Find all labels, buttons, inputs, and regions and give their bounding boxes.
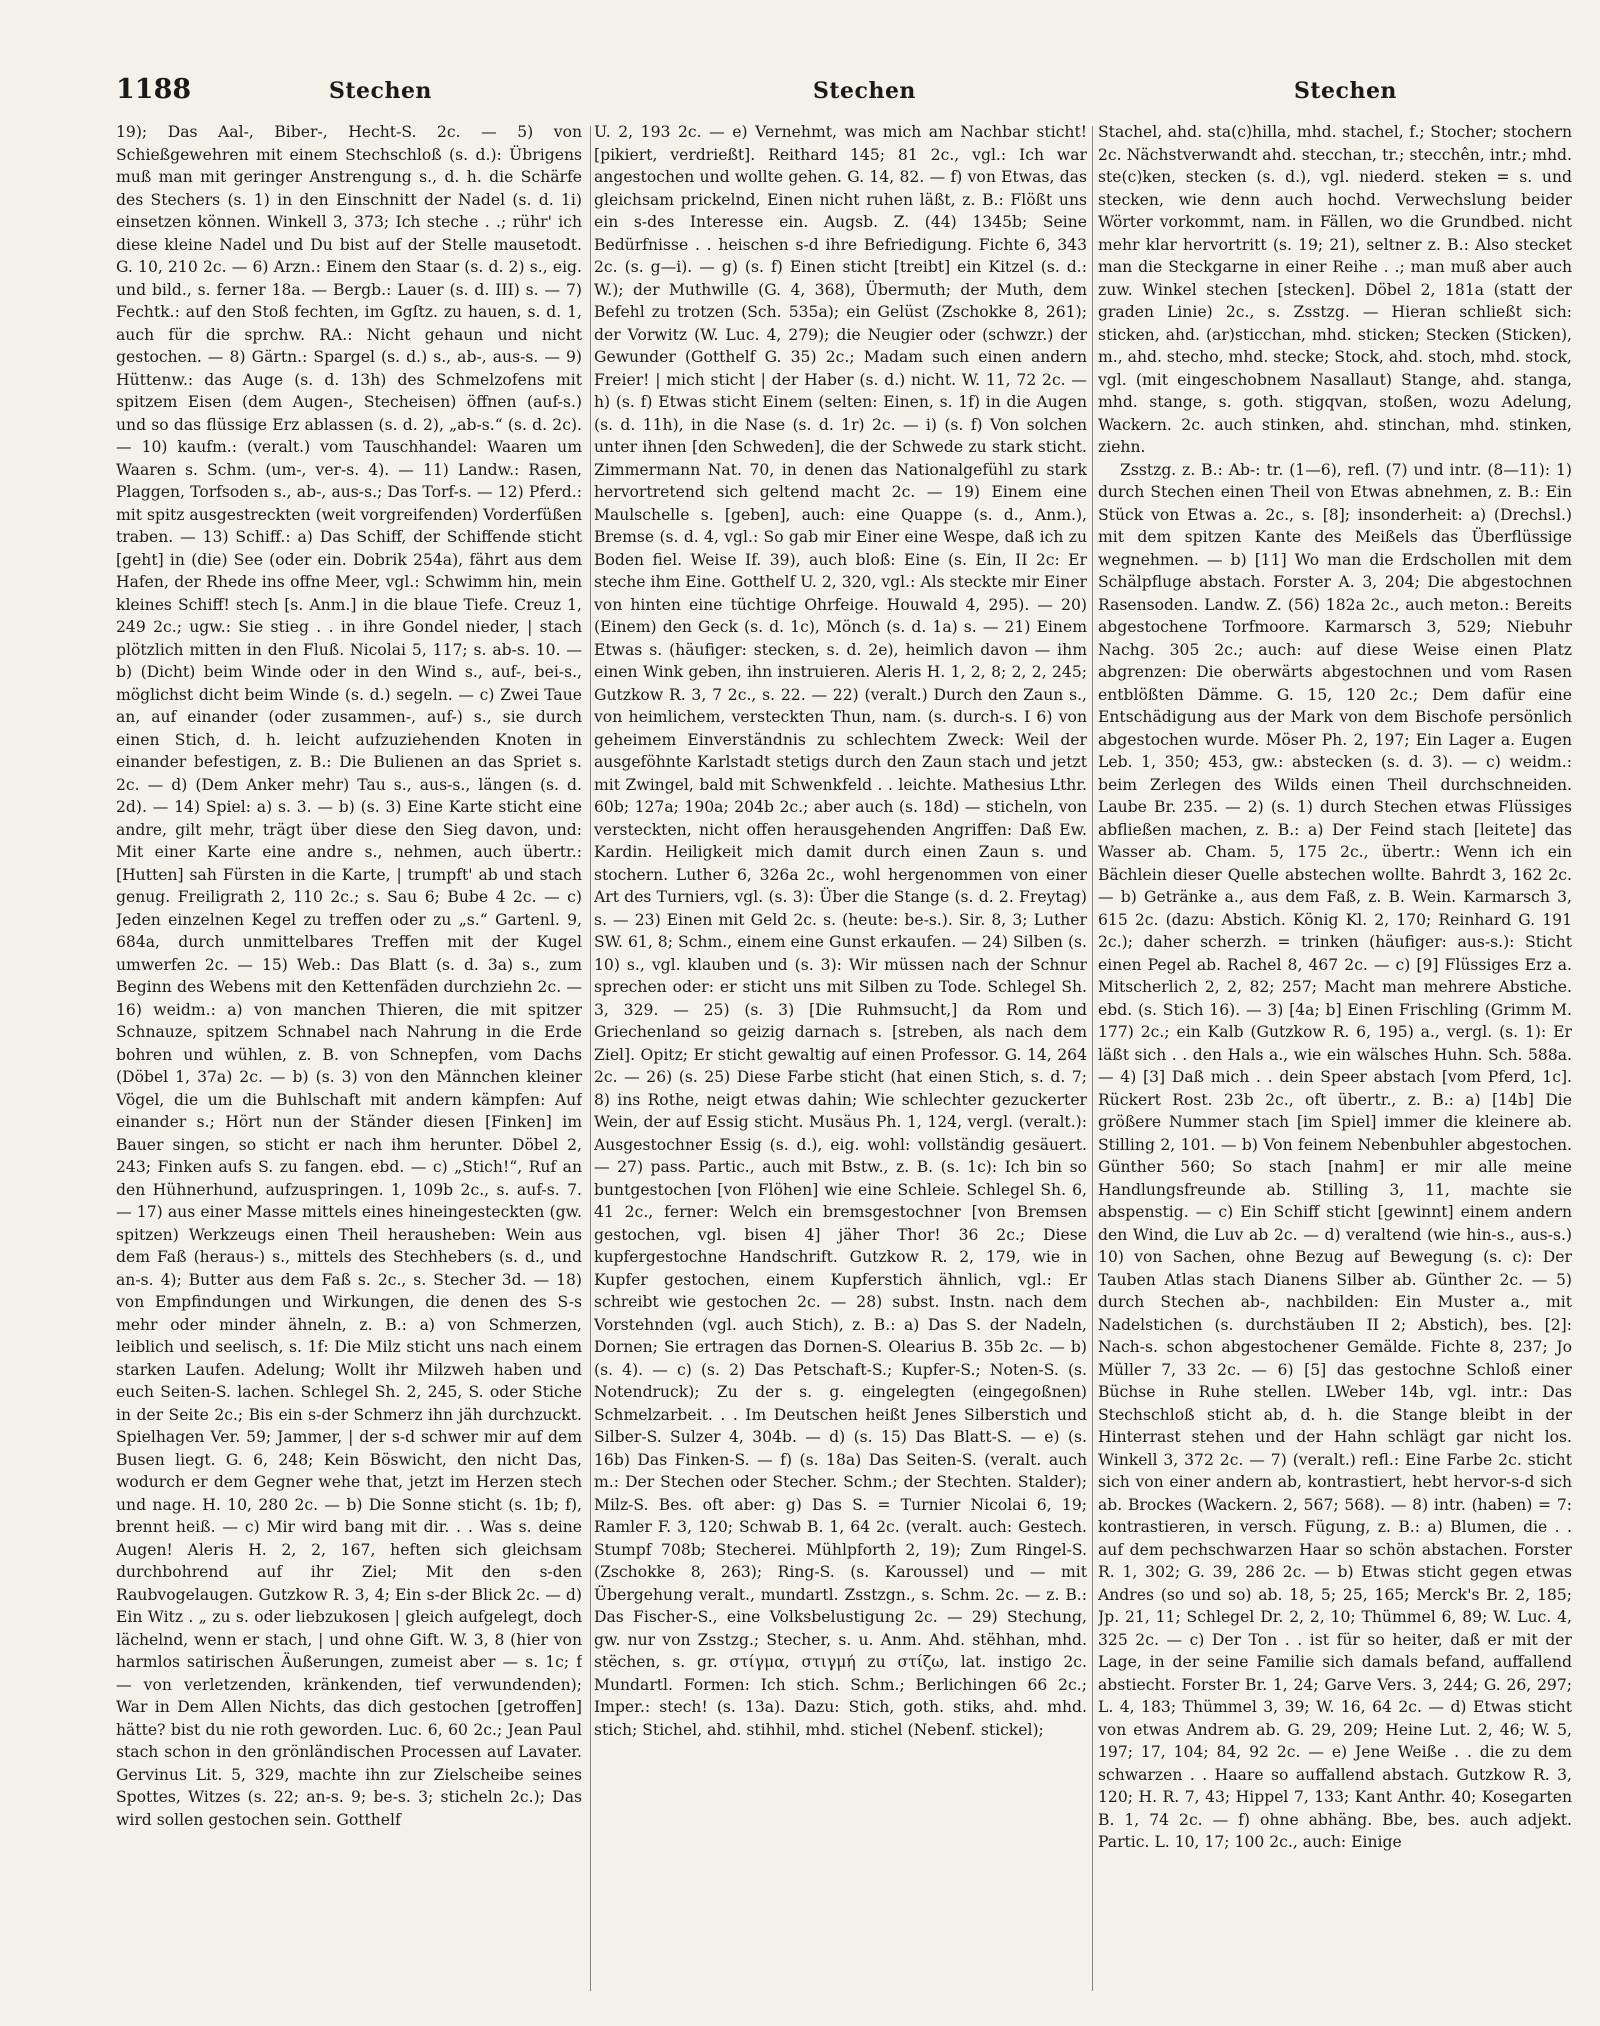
column-left bbox=[116, 121, 582, 2006]
page-number: 1188 bbox=[116, 74, 192, 105]
column-right bbox=[1098, 121, 1572, 2006]
column-middle bbox=[594, 121, 1087, 2006]
running-head-left: Stechen bbox=[329, 78, 432, 104]
dictionary-columns bbox=[116, 121, 1600, 2006]
page-header bbox=[116, 74, 1540, 114]
entry-paragraph: 19); Das Aal-, Biber-, Hecht-S. 2c. — 5) von Schießgewehren mit einem Stechschloß (s. d.): Übrigens muß man mit geringer Anstrengung s., d. h. die Schärfe des Stechers (s. 1) in den Einschnitt der Nadel (s. d. 1i) einsetzen können. Winkell 3, 373; Ich steche . .; rühr' ich diese kleine Nadel und Du bist auf der Stelle mausetodt. G. 10, 210 2c. — 6) Arzn.: Einem den Staar (s. d. 2) s., eig. und bild., s. ferner 18a. — Bergb.: Lauer (s. d. III) s. — 7) Fechtk.: auf den Stoß fechten, im Ggſtz. zu hauen, s. d. 1, auch für die sprchw. RA.: Nicht gehaun und nicht gestochen. — 8) Gärtn.: Spargel (s. d.) s., ab-, aus-s. — 9) Hüttenw.: das Auge (s. d. 13h) des Schmelzofens mit spitzem Eisen (dem Augen-, Stecheisen) öffnen (auf-s.) und so das flüssige Erz ablassen (s. d. 2), „ab-s.“ (s. d. 2c). — 10) kaufm.: (veralt.) vom Tauschhandel: Waaren um Waaren s. Schm. (um-, ver-s. 4). — 11) Landw.: Rasen, Plaggen, Torfsoden s., ab-, aus-s.; Das Torf-s. — 12) Pferd.: mit spitz ausgestreckten (weit vorgreifenden) Vorderfüßen traben. — 13) Schiff.: a) Das Schiff, der Schiffende sticht [geht] in (die) See (oder ein. Dobrik 254a), fährt aus dem Hafen, der Rhede ins offne Meer, vgl.: Schwimm hin, mein kleines Schiff! stech [s. Anm.] in die blaue Tiefe. Creuz 1, 249 2c.; ugw.: Sie stieg . . in ihre Gondel nieder, | stach plötzlich mitten in den Fluß. Nicolai 5, 117; s. ab-s. 10. — b) (Dicht) beim Winde oder in den Wind s., auf-, bei-s., möglichst dicht beim Winde (s. d.) segeln. — c) Zwei Taue an, auf einander (oder zusammen-, auf-) s., sie durch einen Stich, d. h. leicht aufzuziehenden Knoten in einander befestigen, z. B.: Die Bulienen an das Spriet s. 2c. — d) (Dem Anker mehr) Tau s., aus-s., längen (s. d. 2d). — 14) Spiel: a) s. 3. — b) (s. 3) Eine Karte sticht eine andre, gilt mehr, trägt über diese den Sieg davon, und: Mit einer Karte eine andre s., nehmen, auch übertr.: [Hutten] sah Fürsten in die Karte, | trumpft' ab und stach genug. Freiligrath 2, 110 2c.; s. Sau 6; Bube 4 2c. — c) Jeden einzelnen Kegel zu treffen oder zu „s.“ Gartenl. 9, 684a, durch unmittelbares Treffen mit der Kugel umwerfen 2c. — 15) Web.: Das Blatt (s. d. 3a) s., zum Beginn des Webens mit den Kettenfäden durchziehn 2c. — 16) weidm.: a) von manchen Thieren, die mit spitzer Schnauze, spitzem Schnabel nach Nahrung in die Erde bohren und wühlen, z. B. von Schnepfen, vom Dachs (Döbel 1, 37a) 2c. — b) (s. 3) von den Männchen kleiner Vögel, die um die Buhlschaft mit andern kämpfen: Auf einander s.; Hört nun der Ständer diesen [Finken] im Bauer singen, so sticht er nach ihm herunter. Döbel 2, 243; Finken aufs S. zu fangen. ebd. — c) „Stich!“, Ruf an den Hühnerhund, aufzuspringen. 1, 109b 2c., s. auf-s. 7. — 17) aus einer Masse mittels eines hineingesteckten (gw. spitzen) Werkzeugs einen Theil herausheben: Wein aus dem Faß (heraus-) s., mittels des Stechhebers (s. d., und an-s. 4); Butter aus dem Faß s. 2c., s. Stecher 3d. — 18) von Empfindungen und Wirkungen, die denen des S-s mehr oder minder ähneln, z. B.: a) von Schmerzen, leiblich und seelisch, s. 1f: Die Milz sticht uns nach einem starken Laufen. Adelung; Wollt ihr Milzweh haben und euch Seiten-S. lachen. Schlegel Sh. 2, 245, S. oder Stiche in der Seite 2c.; Bis ein s-der Schmerz ihn jäh durchzuckt. Spielhagen Ver. 59; Jammer, | der s-d schwer mir auf dem Busen liegt. G. 6, 248; Kein Böswicht, den nicht Das, wodurch er dem Gegner wehe that, jetzt im Herzen stech und nage. H. 10, 280 2c. — b) Die Sonne sticht (s. 1b; f), brennt heiß. — c) Mir wird bang mit dir. . . Was s. deine Augen! Aleris H. 2, 2, 167, heften sich gleichsam durchbohrend auf ihr Ziel; Mit den s-den Raubvogelaugen. Gutzkow R. 3, 4; Ein s-der Blick 2c. — d) Ein Witz . „ zu s. oder liebzukosen | gleich aufgelegt, doch lächelnd, wenn er stach, | und ohne Gift. W. 3, 8 (hier von harmlos satirischen Äußerungen, zumeist aber — s. 1c; f — von verletzenden, kränkenden, tief verwundenden); War in Dem Allen Nichts, das dich gestochen [getroffen] hätte? bist du nie roth geworden. Luc. 6, 60 2c.; Jean Paul stach schon in den grönländischen Processen auf Lavater. Gervinus Lit. 5, 329, machte ihn zur Zielscheibe seines Spottes, Witzes (s. 22; an-s. 9; be-s. 3; sticheln 2c.); Das wird sollen gestochen sein. Gotthelf bbox=[116, 123, 582, 1829]
entry-paragraph: Zsstzg. z. B.: Ab-: tr. (1—6), refl. (7) und intr. (8—11): 1) durch Stechen einen Theil von Etwas abnehmen, z. B.: Ein Stück von Etwas a. 2c., s. [8]; insonderheit: a) (Drechsl.) mit dem spitzen Kante des Meißels das Überflüssige wegnehmen. — b) [11] Wo man die Erdschollen mit dem Schälpfluge abstach. Forster A. 3, 204; Die abgestochnen Rasensoden. Landw. Z. (56) 182a 2c., auch meton.: Bereits abgestochene Torfmoore. Karmarsch 3, 529; Niebuhr Nachg. 305 2c.; auch: auf diese Weise einen Platz abgrenzen: Die oberwärts abgestochnen und vom Rasen entblößten Dämme. G. 15, 120 2c.; Dem dafür eine Entschädigung aus der Mark von dem Bischofe persönlich abgestochen wurde. Möser Ph. 2, 197; Ein Lager a. Eugen Leb. 1, 350; 453, gw.: abstecken (s. d. 3). — c) weidm.: beim Zerlegen des Wilds einen Theil durchschneiden. Laube Br. 235. — 2) (s. 1) durch Stechen etwas Flüssiges abfließen machen, z. B.: a) Der Feind stach [leitete] das Wasser ab. Cham. 5, 175 2c., übertr.: Wenn ich ein Bächlein dieser Quelle abstechen wollte. Bahrdt 3, 162 2c. — b) Getränke a., aus dem Faß, z. B. Wein. Karmarsch 3, 615 2c. (dazu: Abstich. König Kl. 2, 170; Reinhard G. 191 2c.); daher scherzh. = trinken (häufiger: aus-s.): Sticht einen Pegel ab. Rachel 8, 467 2c. — c) [9] Flüssiges Erz a. Mitscherlich 2, 2, 82; 257; Macht man mehrere Abstiche. ebd. (s. Stich 16). — 3) [4a; b] Einen Frischling (Grimm M. 177) 2c.; ein Kalb (Gutzkow R. 6, 195) a., vergl. (s. 1): Er läßt sich . . den Hals a., wie ein wälsches Huhn. Sch. 588a. — 4) [3] Daß mich . . dein Speer abstach [vom Pferd, 1c]. Rückert Rost. 23b 2c., oft übertr., z. B.: a) [14b] Die größere Nummer stach [im Spiel] immer die kleinere ab. Stilling 2, 101. — b) Von feinem Nebenbuhler abgestochen. Günther 560; So stach [nahm] er mir alle meine Handlungsfreunde ab. Stilling 3, 11, machte sie abspenstig. — c) Ein Schiff sticht [gewinnt] einem andern den Wind, die Luv ab 2c. — d) veraltend (wie hin-s., aus-s.) 10) von Sachen, ohne Bezug auf Bewegung (s. c): Der Tauben Atlas stach Dianens Silber ab. Günther 2c. — 5) durch Stechen ab-, nachbilden: Ein Muster a., mit Nadelstichen (s. durchstäuben II 2; Abstich), bes. [2]: Nach-s. schon abgestochener Gemälde. Fichte 8, 237; Jo Müller 7, 33 2c. — 6) [5] das gestochne Schloß einer Büchse in Ruhe stellen. LWeber 14b, vgl. intr.: Das Stechschloß sticht ab, d. h. die Stange bleibt in der Hinterrast stehen und der Hahn schlägt gar nicht los. Winkell 3, 372 2c. — 7) (veralt.) refl.: Eine Farbe 2c. sticht sich von einer andern ab, kontrastiert, hebt hervor-s-d sich ab. Brockes (Wackern. 2, 567; 568). — 8) intr. (haben) = 7: kontrastieren, in versch. Fügung, z. B.: a) Blumen, die . . auf dem pechschwarzen Haar so schön abstachen. Forster R. 1, 302; G. 39, 286 2c. — b) Etwas sticht gegen etwas Andres (so und so) ab. 18, 5; 25, 165; Merck's Br. 2, 185; Jp. 21, 11; Schlegel Dr. 2, 2, 10; Thümmel 6, 89; W. Luc. 4, 325 2c. — c) Der Ton . . ist für so heiter, daß er mit der Lage, in der seine Familie sich damals befand, auffallend abstiecht. Forster Br. 1, 24; Garve Vers. 3, 244; G. 26, 297; L. 4, 183; Thümmel 3, 39; W. 16, 64 2c. — d) Etwas sticht von etwas Andrem ab. G. 29, 209; Heine Lut. 2, 46; W. 5, 197; 17, 104; 84, 92 2c. — e) Jene Weiße . . die zu dem schwarzen . . Haare so auffallend abstach. Gutzkow R. 3, 120; H. R. 7, 43; Hippel 7, 133; Kant Anthr. 40; Kosegarten B. 1, 74 2c. — f) ohne abhäng. Bbe, bes. auch adjekt. Partic. L. 10, 17; 100 2c., auch: Einige bbox=[1098, 460, 1572, 1851]
column-divider bbox=[590, 126, 591, 1991]
entry-paragraph: U. 2, 193 2c. — e) Vernehmt, was mich am Nachbar sticht! [pikiert, verdrießt]. Reithard 145; 81 2c., vgl.: Ich war angestochen und wollte gehen. G. 14, 82. — f) von Etwas, das gleichsam prickelnd, Einen nicht ruhen läßt, z. B.: Flößt uns ein s-des Interesse ein. Augsb. Z. (44) 1345b; Seine Bedürfnisse . . heischen s-d ihre Befriedigung. Fichte 6, 343 2c. (s. g—i). — g) (s. f) Einen sticht [treibt] ein Kitzel (s. d.: W.); der Muthwille (G. 4, 368), Übermuth; der Muth, dem Befehl zu trotzen (Sch. 535a); ein Gelüst (Zschokke 8, 261); der Vorwitz (W. Luc. 4, 279); die Neugier oder (schwzr.) der Gewunder (Gotthelf G. 35) 2c.; Madam such einen andern Freier! | mich sticht | der Haber (s. d.) nicht. W. 11, 72 2c. — h) (s. f) Etwas sticht Einem (selten: Einen, s. 1f) in die Augen (s. d. 11h), in die Nase (s. d. 1r) 2c. — i) (s. f) Von solchen unter ihnen [den Schweden], die der Schwede zu stark sticht. Zimmermann Nat. 70, in denen das Nationalgefühl zu stark hervortretend sich geltend macht 2c. — 19) Einem eine Maulschelle s. [geben], auch: eine Quappe (s. d., Anm.), Bremse (s. d. 4, vgl.: So gab mir Einer eine Wespe, daß ich zu Boden fiel. Weise If. 39), auch bloß: Eine (s. Ein, II 2c: Er steche ihm Eine. Gotthelf U. 2, 320, vgl.: Als steckte mir Einer von hinten eine tüchtige Ohrfeige. Houwald 4, 295). — 20) (Einem) den Geck (s. d. 1c), Mönch (s. d. 1a) s. — 21) Einem Etwas s. (häufiger: stecken, s. d. 2e), heimlich davon — ihm einen Wink geben, ihn instruieren. Aleris H. 1, 2, 8; 2, 2, 245; Gutzkow R. 3, 7 2c., s. 22. — 22) (veralt.) Durch den Zaun s., von heimlichem, versteckten Thun, nam. (s. durch-s. I 6) von geheimem Einverständnis zu schlechtem Zweck: Weil der ausgeföhnte Karlstadt stetigs durch den Zaun stach und jetzt mit Zwingel, bald mit Schwenkfeld . . leichte. Mathesius Lthr. 60b; 127a; 190a; 204b 2c.; aber auch (s. 18d) — sticheln, von versteckten, nicht offen herausgehenden Angriffen: Daß Ew. Kardin. Heiligkeit mich damit durch einen Zaun s. und stochern. Luther 6, 326a 2c., wohl hergenommen von einer Art des Turniers, vgl. (s. 3): Über die Stange (s. d. 2. Freytag) s. — 23) Einen mit Geld 2c. s. (heute: be-s.). Sir. 8, 3; Luther SW. 61, 8; Schm., einem eine Gunst erkaufen. — 24) Silben (s. 10) s., vgl. klauben und (s. 3): Wir müssen nach der Schnur sprechen oder: er sticht uns mit Silben zu Tode. Schlegel Sh. 3, 329. — 25) (s. 3) [Die Ruhmsucht,] da Rom und Griechenland so geizig darnach s. [streben, als nach dem Ziel]. Opitz; Er sticht gewaltig auf einen Professor. G. 14, 264 2c. — 26) (s. 25) Diese Farbe sticht (hat einen Stich, s. d. 7; 8) ins Rothe, neigt etwas dahin; Wie schlechter gezuckerter Wein, der auf Essig sticht. Musäus Ph. 1, 124, vergl. (veralt.): Ausgestochner Essig (s. d.), eig. wohl: vollständig gesäuert. — 27) pass. Partic., auch mit Bstw., z. B. (s. 1c): Ich bin so buntgestochen [von Flöhen] wie eine Schleie. Schlegel Sh. 6, 41 2c., ferner: Welch ein bremsgestochner [von Bremsen gestochen, vgl. bisen 4] jäher Thor! 36 2c.; Diese kupfergestochne Handschrift. Gutzkow R. 2, 179, wie in Kupfer gestochen, einem Kupferstich ähnlich, vgl.: Er schreibt wie gestochen 2c. — 28) subst. Instn. nach dem Vorstehnden (vgl. auch Stich), z. B.: a) Das S. der Nadeln, Dornen; Sie ertragen das Dornen-S. Olearius B. 35b 2c. — b) (s. 4). — c) (s. 2) Das Petschaft-S.; Kupfer-S.; Noten-S. (s. Notendruck); Zu der s. g. eingelegten (eingegoßnen) Schmelzarbeit. . . Im Deutschen heißt Jenes Silberstich und Silber-S. Sulzer 4, 304b. — d) (s. 15) Das Blatt-S. — e) (s. 16b) Das Finken-S. — f) (s. 18a) Das Seiten-S. (veralt. auch m.: Der Stechen oder Stecher. Schm.; der Stechten. Stalder); Milz-S. Bes. oft aber: g) Das S. = Turnier Nicolai 6, 19; Ramler F. 3, 120; Schwab B. 1, 64 2c. (veralt. auch: Gestech. Stumpf 708b; Stecherei. Mühlpforth 2, 19); Zum Ringel-S. (Zschokke 8, 263); Ring-S. (s. Karoussel) und — mit Übergehung veralt., mundartl. Zsstzgn., s. Schm. 2c. — z. B.: Das Fischer-S., eine Volksbelustigung 2c. — 29) Stechung, gw. nur von Zsstzg.; Stecher, s. u. Anm. Ahd. stëhhan, mhd. stëchen, s. gr. στίγμα, στιγμή zu στίζω, lat. instigo 2c. Mundartl. Formen: Ich stich. Schm.; Berlichingen 66 2c.; Imper.: stech! (s. 13a). Dazu: Stich, goth. stiks, ahd. mhd. stich; Stichel, ahd. stihhil, mhd. stichel (Nebenf. stickel); bbox=[594, 123, 1087, 1739]
running-head-center: Stechen bbox=[813, 78, 916, 104]
column-divider bbox=[1092, 126, 1093, 1991]
running-head-right: Stechen bbox=[1294, 78, 1397, 104]
entry-paragraph: Stachel, ahd. sta(c)hilla, mhd. stachel, f.; Stocher; stochern 2c. Nächstverwandt ahd. stecchan, tr.; stecchên, intr.; mhd. ste(c)ken, stecken (s. d.), vgl. niederd. steken = s. und stecken, wie denn auch hochd. Verwechslung beider Wörter vorkommt, nam. in Fällen, wo die Grundbed. nicht mehr klar hervortritt (s. 19; 21), seltner z. B.: Also stecket man die Steckgarne in einer Reihe . .; man muß aber auch zuw. Winkel stechen [stecken]. Döbel 2, 181a (statt der graden Linie) 2c., s. Zsstzg. — Hieran schließt sich: sticken, ahd. (ar)sticchan, mhd. sticken; Stecken (Sticken), m., ahd. stecho, mhd. stecke; Stock, ahd. stoch, mhd. stock, vgl. (mit eingeschobnem Nasallaut) Stange, ahd. stanga, mhd. stange, s. goth. stigqvan, stoßen, wozu Adelung, Wackern. 2c. auch stinken, ahd. stinchan, mhd. stinken, ziehn. bbox=[1098, 123, 1572, 456]
